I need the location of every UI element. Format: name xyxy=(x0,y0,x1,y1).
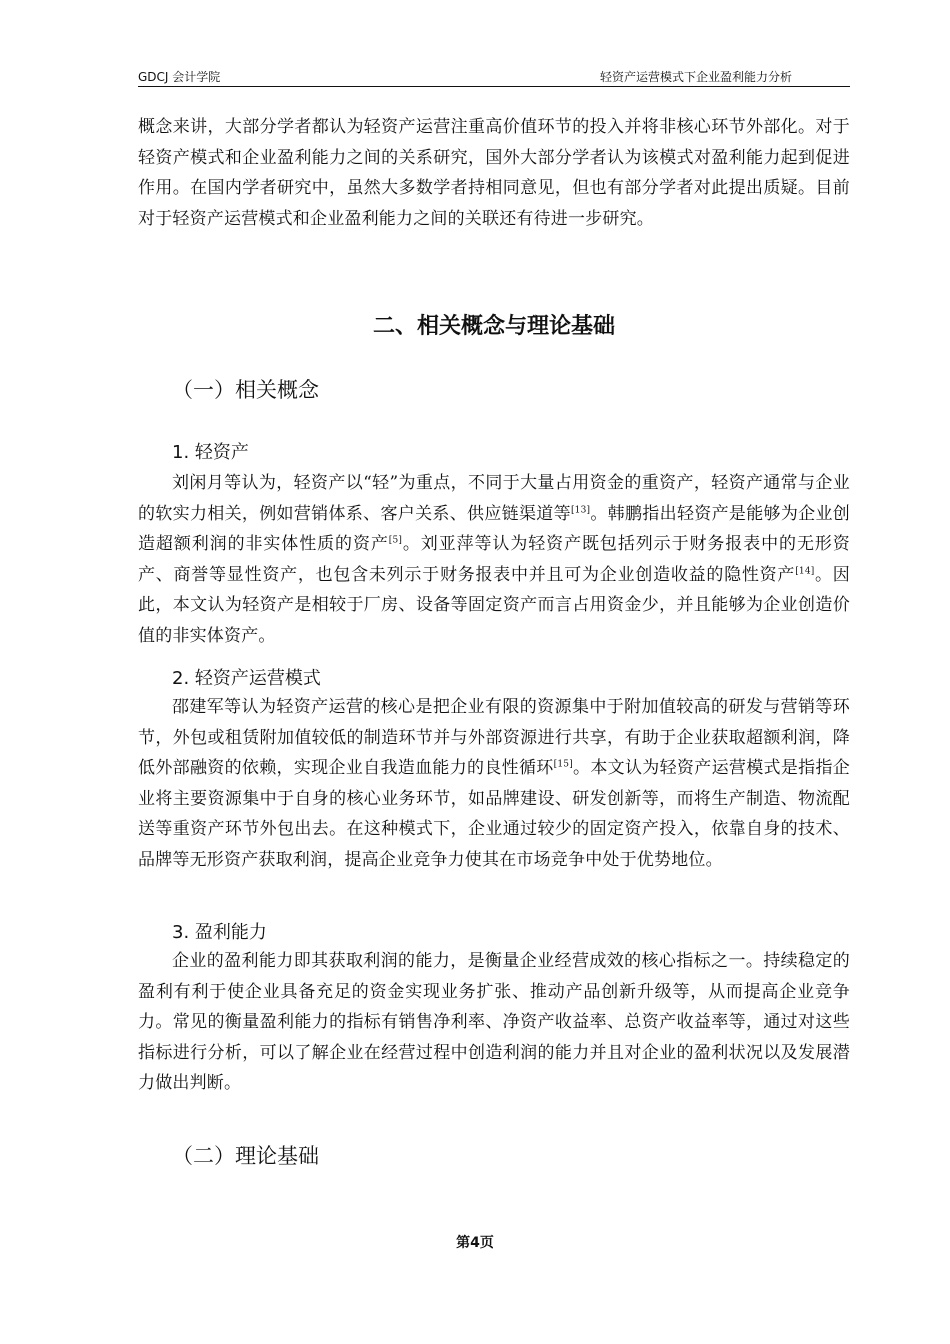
light-assets-text-3: 。刘亚萍等认为轻资产既包括列示于财务报表中的无形资产、商誉等显性资产，也包含未列示于财务报表中并且可为企业创造收益的隐性资产 xyxy=(138,534,850,585)
page-header xyxy=(138,66,850,87)
light-assets-text-1: 刘闲月等认为，轻资产以“轻”为重点，不同于大量占用资金的重资产，轻资产通常与企业的软实力相关，例如营销体系、客户关系、供应链渠道等 xyxy=(138,473,850,524)
paragraph-profitability: 企业的盈利能力即其获取利润的能力，是衡量企业经营成效的核心指标之一。持续稳定的盈利有利于使企业具备充足的资金实现业务扩张、推动产品创新升级等，从而提高企业竞争力。常见的衡量盈利能力的指标有销售净利率、净资产收益率、总资产收益率等，通过对这些指标进行分析，可以了解企业在经营过程中创造利润的能力并且对企业的盈利状况以及发展潜力做出判断。 xyxy=(138,951,850,1093)
operation-mode-text-2: 。本文认为轻资产运营模式是指指企业将主要资源集中于自身的核心业务环节，如品牌建设、研发创新等，而将生产制造、物流配送等重资产环节外包出去。在这种模式下，企业通过较少的固定资产投入，依靠自身的技术、品牌等无形资产获取利润，提高企业竞争力使其在市场竞争中处于优势地位。 xyxy=(138,758,850,870)
light-assets-text-2: 。韩鹏指出轻资产是能够为企业创造超额利润的非实体性质的资产 xyxy=(138,503,851,554)
page-number: 第4页 xyxy=(456,1235,494,1251)
citation-13: [13] xyxy=(570,504,591,515)
operation-mode-text-1: 邵建军等认为轻资产运营的核心是把企业有限的资源集中于附加值较高的研发与营销等环节，外包或租赁附加值较低的制造环节并与外部资源进行共享，有助于企业获取超额利润，降低外部融资的依赖，实现企业自我造血能力的良性循环 xyxy=(138,697,850,778)
citation-15: [15] xyxy=(553,759,573,770)
subsection-title-theory: （二）理论基础 xyxy=(172,1144,319,1168)
subsection-title-concepts: （一）相关概念 xyxy=(172,378,319,402)
paragraph-light-assets xyxy=(138,468,850,651)
section-title: 二、相关概念与理论基础 xyxy=(372,314,615,339)
header-school: GDCJ 会计学院 xyxy=(138,70,221,84)
item-title-operation-mode: 2. 轻资产运营模式 xyxy=(172,668,321,689)
intro-paragraph: 概念来讲，大部分学者都认为轻资产运营注重高价值环节的投入并将非核心环节外部化。对于轻资产模式和企业盈利能力之间的关系研究，国外大部分学者认为该模式对盈利能力起到促进作用。在国内学者研究中，虽然大多数学者持相同意见，但也有部分学者对此提出质疑。目前对于轻资产运营模式和企业盈利能力之间的关联还有待进一步研究。 xyxy=(138,117,850,229)
paragraph-operation-mode xyxy=(138,692,850,875)
citation-14: [14] xyxy=(795,565,815,576)
citation-5: [5] xyxy=(388,535,403,546)
light-assets-text-4: 。因此，本文认为轻资产是相较于厂房、设备等固定资产而言占用资金少，并且能够为企业创造价值的非实体资产。 xyxy=(138,564,850,646)
item-title-light-assets: 1. 轻资产 xyxy=(172,442,249,463)
item-title-profitability: 3. 盈利能力 xyxy=(172,922,267,943)
header-paper-title: 轻资产运营模式下企业盈利能力分析 xyxy=(599,70,792,84)
